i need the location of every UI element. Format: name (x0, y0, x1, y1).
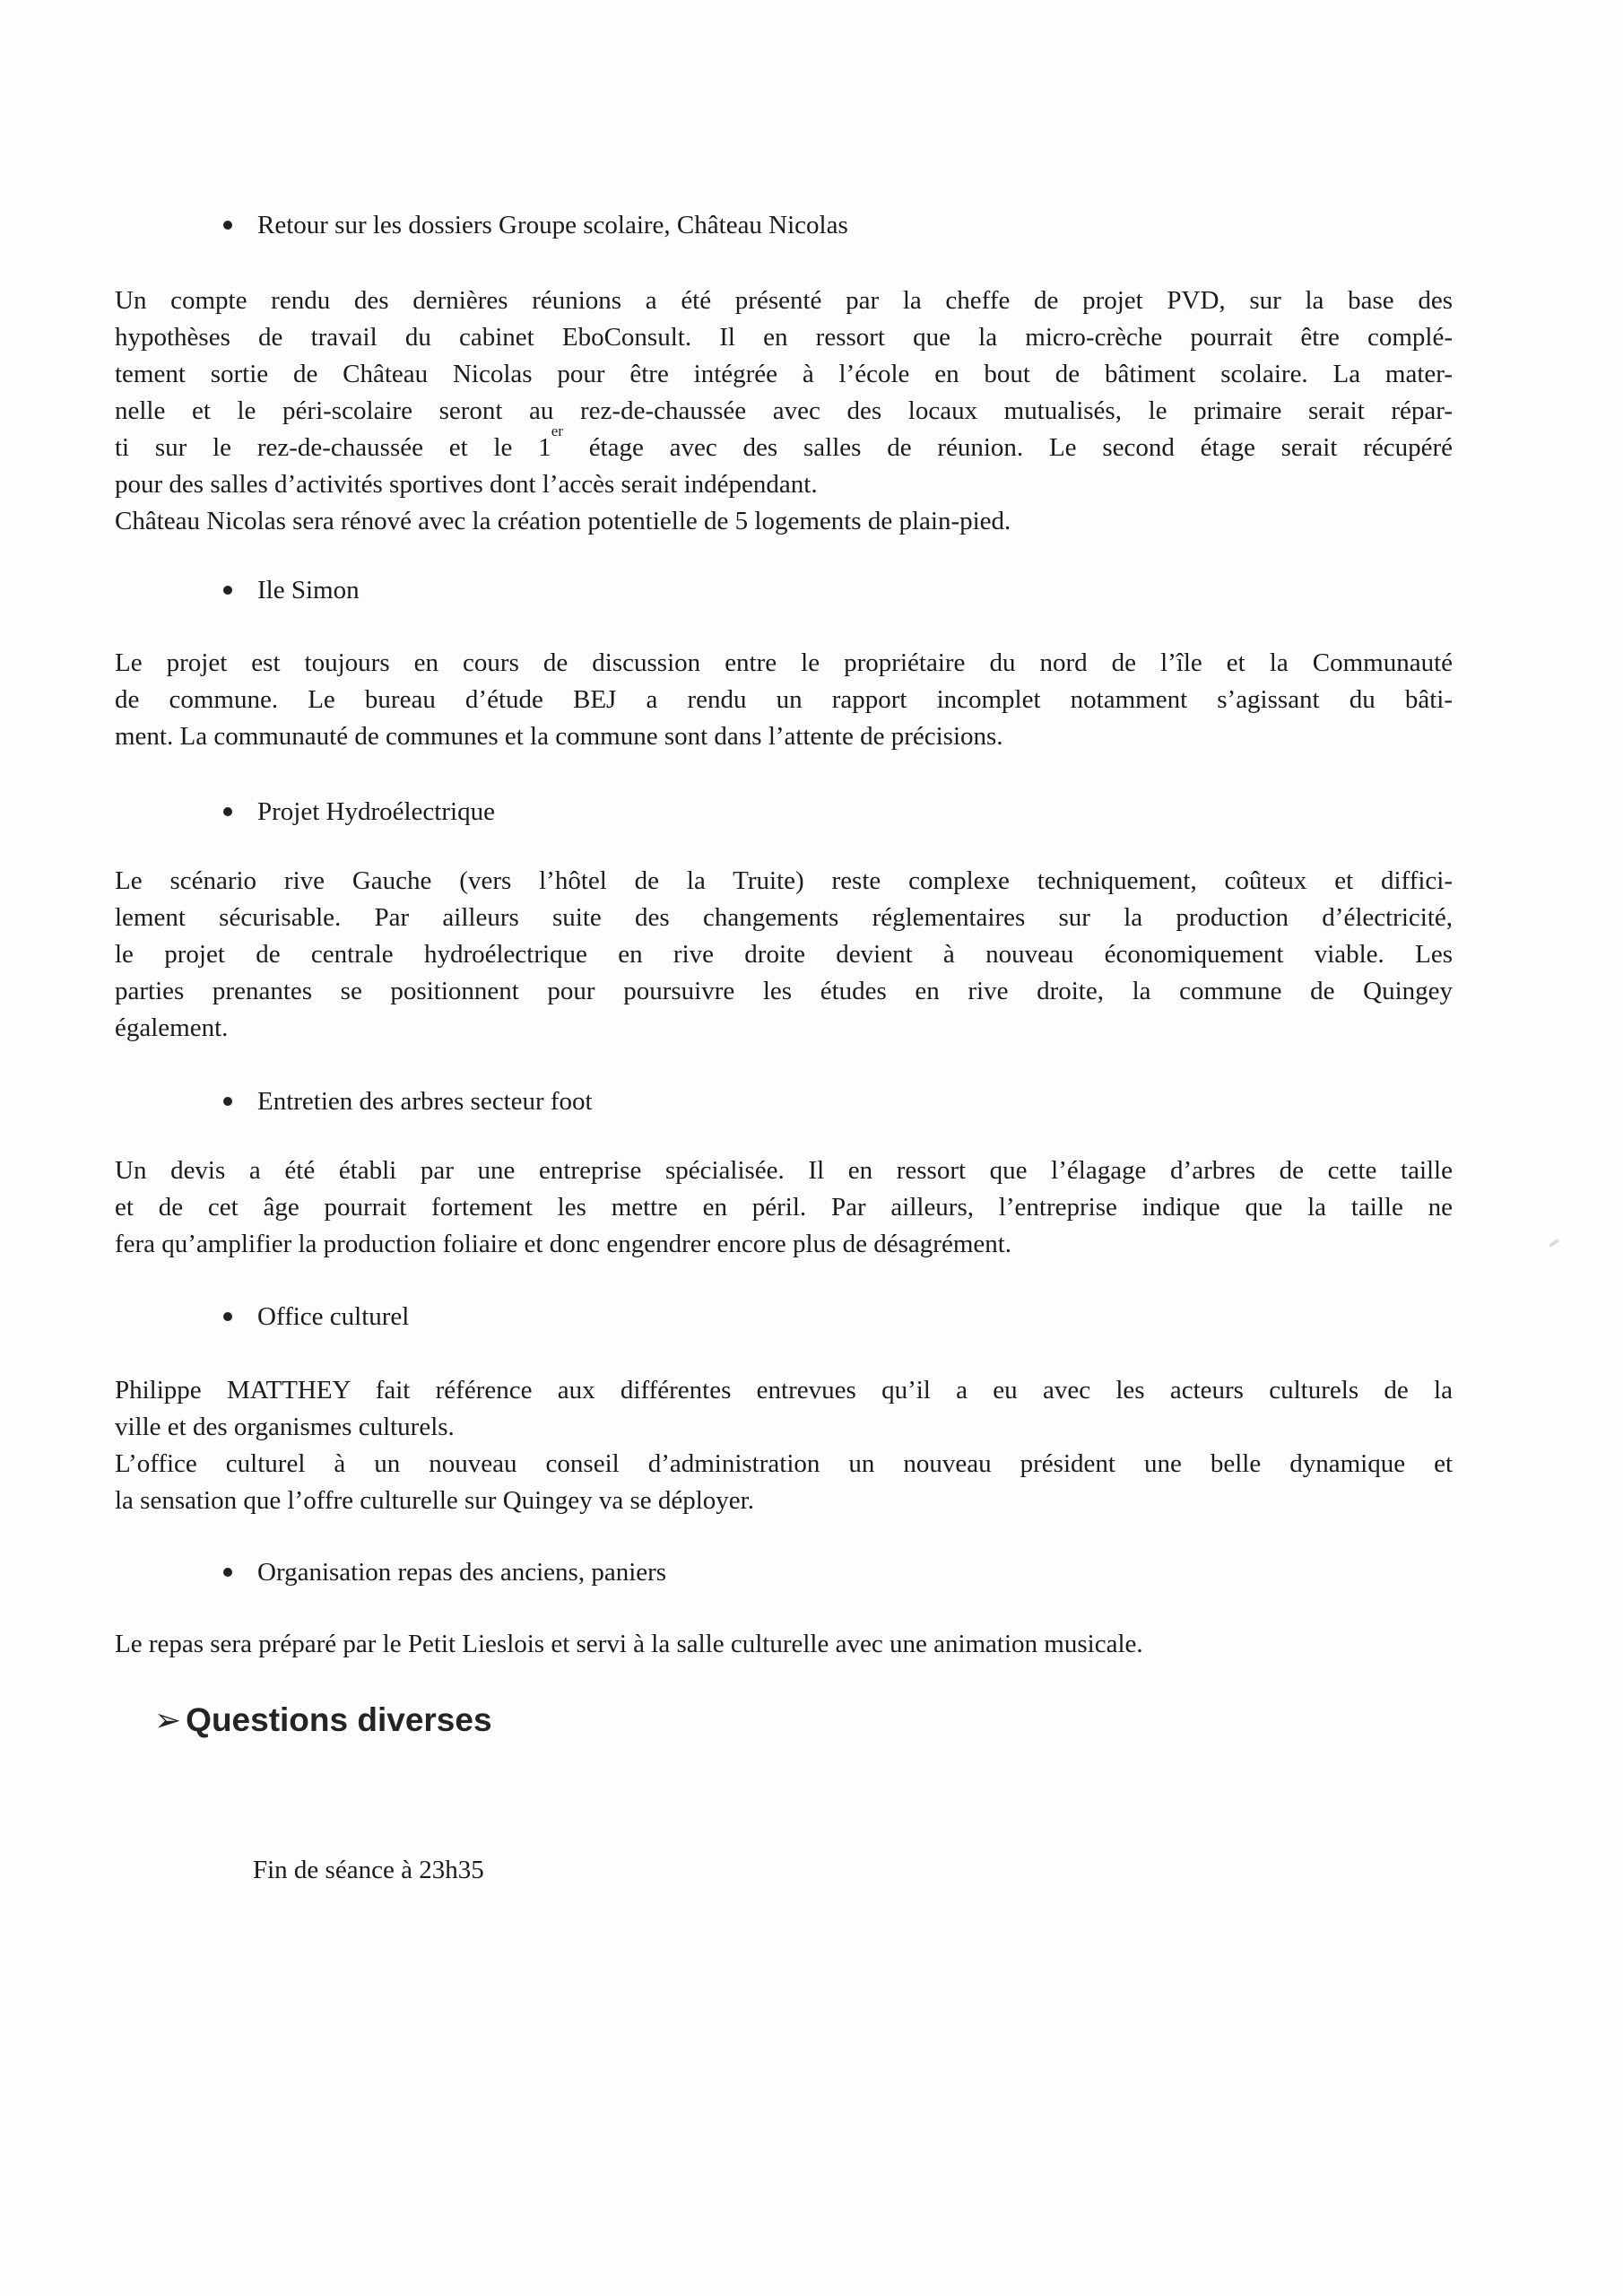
superscript-er: er (551, 422, 563, 440)
bullet-item-entretien-arbres (222, 1083, 593, 1120)
text-line: lement sécurisable. Par ailleurs suite des changements réglementaires sur la production d’électricité, (115, 903, 1453, 932)
bullet-dot-icon (223, 586, 232, 595)
arrowhead-bullet-icon: ➢ (154, 1702, 182, 1739)
text-line: L’office culturel à un nouveau conseil d’administration un nouveau président une belle dynamique et (115, 1449, 1453, 1478)
text-line: fera qu’amplifier la production foliaire et donc engendrer encore plus de désagrément. (115, 1230, 1012, 1258)
bullet-item-office-culturel (222, 1299, 409, 1335)
bullet-dot-icon (223, 1568, 232, 1577)
text-line: nelle et le péri-scolaire seront au rez-de-chaussée avec des locaux mutualisés, le primaire serait répar- (115, 396, 1453, 425)
bullet-label: Retour sur les dossiers Groupe scolaire, Château Nicolas (257, 211, 848, 239)
text-line: de commune. Le bureau d’étude BEJ a rendu un rapport incomplet notamment s’agissant du bâti- (115, 685, 1453, 714)
text-line: pour des salles d’activités sportives dont l’accès serait indépendant. (115, 470, 818, 499)
bullet-label: Projet Hydroélectrique (257, 797, 495, 826)
closing-line: Fin de séance à 23h35 (253, 1856, 484, 1884)
bullet-dot-icon (223, 807, 232, 816)
text-line: Le scénario rive Gauche (vers l’hôtel de la Truite) reste complexe techniquement, coûteux et diffici- (115, 866, 1453, 895)
paragraph-groupe-scolaire (115, 283, 1453, 540)
text-line: parties prenantes se positionnent pour poursuivre les études en rive droite, la commune de Quingey (115, 977, 1453, 1005)
bullet-dot-icon (223, 221, 232, 230)
bullet-label: Organisation repas des anciens, paniers (257, 1558, 667, 1587)
text-line: hypothèses de travail du cabinet EboConsult. Il en ressort que la micro-crèche pourrait être complé- (115, 323, 1453, 352)
bullet-item-ile-simon (222, 572, 360, 609)
section-heading-label: Questions diverses (186, 1701, 492, 1738)
paragraph-repas-anciens (115, 1626, 1453, 1663)
paragraph-hydroelectrique (115, 863, 1453, 1047)
text-line: ment. La communauté de communes et la commune sont dans l’attente de précisions. (115, 722, 1003, 751)
text-line: Château Nicolas sera rénové avec la création potentielle de 5 logements de plain-pied. (115, 507, 1011, 535)
text-line: Philippe MATTHEY fait référence aux différentes entrevues qu’il a eu avec les acteurs culturels de la (115, 1376, 1453, 1405)
bullet-item-projet-hydroelectrique (222, 794, 495, 831)
scan-artifact (1549, 1239, 1559, 1248)
text-line: ti sur le rez-de-chaussée et le 1er étage avec des salles de réunion. Le second étage serait récupéré (115, 422, 1453, 462)
text-line: Un devis a été établi par une entreprise spécialisée. Il en ressort que l’élagage d’arbres de cette taille (115, 1156, 1453, 1185)
paragraph-ile-simon (115, 645, 1453, 755)
bullet-dot-icon (223, 1312, 232, 1321)
text-line: également. (115, 1013, 229, 1042)
text-line: tement sortie de Château Nicolas pour être intégrée à l’école en bout de bâtiment scolaire. La mater- (115, 360, 1453, 388)
text-line: et de cet âge pourrait fortement les mettre en péril. Par ailleurs, l’entreprise indique que la taille ne (115, 1193, 1453, 1222)
paragraph-entretien-arbres (115, 1152, 1453, 1263)
text-line: le projet de centrale hydroélectrique en rive droite devient à nouveau économiquement viable. Les (115, 940, 1453, 969)
bullet-label: Office culturel (257, 1302, 410, 1331)
bullet-dot-icon (223, 1097, 232, 1106)
bullet-label: Ile Simon (257, 576, 360, 604)
text-line: la sensation que l’offre culturelle sur Quingey va se déployer. (115, 1486, 754, 1515)
bullet-label: Entretien des arbres secteur foot (257, 1087, 593, 1116)
section-heading-questions-diverses (154, 1700, 492, 1741)
bullet-item-groupe-scolaire (222, 207, 848, 244)
paragraph-office-culturel (115, 1372, 1453, 1519)
text-line: Un compte rendu des dernières réunions a été présenté par la cheffe de projet PVD, sur la base des (115, 286, 1453, 315)
bullet-item-repas-anciens (222, 1554, 666, 1591)
text-line: Le repas sera préparé par le Petit Lieslois et servi à la salle culturelle avec une animation musicale. (115, 1630, 1143, 1658)
text-line: ville et des organismes culturels. (115, 1413, 455, 1441)
text-line: Le projet est toujours en cours de discussion entre le propriétaire du nord de l’île et la Communauté (115, 648, 1453, 677)
